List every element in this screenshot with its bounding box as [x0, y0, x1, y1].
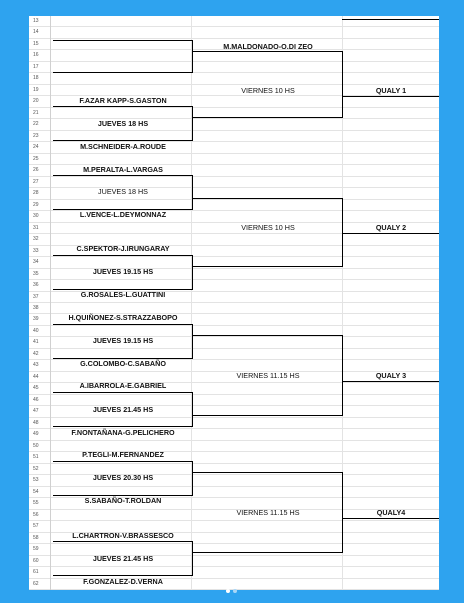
row-number: 24 — [29, 142, 51, 153]
bracket-line — [192, 552, 343, 553]
bracket-line — [53, 255, 193, 256]
pair-label: C.SPEKTOR-J.IRUNGARAY — [76, 244, 170, 253]
bracket-line — [53, 358, 193, 359]
row-number: 18 — [29, 73, 51, 84]
bracket-spreadsheet — [29, 16, 439, 590]
row-number: 31 — [29, 223, 51, 234]
row-number: 30 — [29, 211, 51, 222]
bracket-line — [192, 415, 343, 416]
row-number: 54 — [29, 487, 51, 498]
carousel-dot[interactable] — [233, 589, 237, 593]
pair-label: F.AZAR KAPP-S.GASTON — [79, 96, 167, 105]
row-number: 22 — [29, 119, 51, 130]
row-number: 41 — [29, 337, 51, 348]
row-number: 38 — [29, 303, 51, 314]
bracket-line — [342, 472, 343, 552]
row-number: 27 — [29, 177, 51, 188]
row-number: 51 — [29, 452, 51, 463]
bracket-line — [192, 335, 343, 336]
pair-label: H.QUIÑONEZ-S.STRAZZABOPO — [68, 313, 178, 322]
row-number: 48 — [29, 418, 51, 429]
qualy-label: QUALY 2 — [375, 223, 407, 232]
bracket-line — [342, 96, 439, 97]
row-number: 13 — [29, 16, 51, 27]
pair-label: S.SABAÑO-T.ROLDAN — [84, 496, 162, 505]
row-number: 53 — [29, 475, 51, 486]
row-number: 58 — [29, 533, 51, 544]
row-number: 39 — [29, 314, 51, 325]
bracket-line — [53, 541, 193, 542]
pair-label: A.IBARROLA-E.GABRIEL — [79, 381, 167, 390]
bracket-line — [53, 106, 193, 107]
row-number: 43 — [29, 360, 51, 371]
pair-label: M.MALDONADO-O.DI ZEO — [223, 42, 313, 51]
bracket-line — [53, 495, 193, 496]
row-number: 21 — [29, 108, 51, 119]
bracket-line — [53, 426, 193, 427]
row-number: 52 — [29, 464, 51, 475]
row-number: 25 — [29, 154, 51, 165]
row-number: 45 — [29, 383, 51, 394]
match-time: JUEVES 19.15 HS — [92, 267, 154, 276]
bracket-line — [342, 51, 343, 117]
pair-label: M.SCHNEIDER-A.ROUDE — [80, 142, 166, 151]
pair-label: P.TEGLI-M.FERNANDEZ — [82, 450, 164, 459]
bracket-line — [53, 140, 193, 141]
row-number: 47 — [29, 406, 51, 417]
match-time: VIERNES 11.15 HS — [236, 371, 300, 380]
row-number: 32 — [29, 234, 51, 245]
bracket-line — [342, 233, 439, 234]
pair-label: M.PERALTA-L.VARGAS — [83, 165, 163, 174]
match-time: VIERNES 10 HS — [241, 86, 295, 95]
match-time: JUEVES 19.15 HS — [92, 336, 154, 345]
sheet-row — [29, 73, 439, 84]
bracket-line — [342, 198, 343, 266]
bracket-line — [53, 209, 193, 210]
bracket-line — [342, 518, 439, 519]
bracket-line — [192, 472, 343, 473]
bracket-line — [192, 392, 193, 426]
row-number: 42 — [29, 349, 51, 360]
row-number: 16 — [29, 50, 51, 61]
match-time: JUEVES 21.45 HS — [92, 405, 154, 414]
row-number: 15 — [29, 39, 51, 50]
row-number: 19 — [29, 85, 51, 96]
row-number: 37 — [29, 292, 51, 303]
bracket-line — [53, 324, 193, 325]
row-number: 29 — [29, 200, 51, 211]
row-number: 23 — [29, 131, 51, 142]
qualy-label: QUALY 3 — [375, 371, 407, 380]
row-number: 14 — [29, 27, 51, 38]
pair-label: G.COLOMBO-C.SABAÑO — [80, 359, 166, 368]
bracket-line — [342, 381, 439, 382]
row-number: 44 — [29, 372, 51, 383]
row-number: 35 — [29, 269, 51, 280]
bracket-line — [192, 198, 343, 199]
sheet-row — [29, 154, 439, 165]
bracket-line — [342, 19, 439, 20]
pair-label: F.NONTAÑANA-G.PELICHERO — [71, 428, 175, 437]
bracket-line — [192, 40, 193, 72]
match-time: JUEVES 18 HS — [97, 119, 149, 128]
bracket-line — [192, 255, 193, 289]
row-number: 40 — [29, 326, 51, 337]
bracket-line — [53, 72, 193, 73]
row-number: 33 — [29, 246, 51, 257]
row-number: 49 — [29, 429, 51, 440]
bracket-line — [342, 335, 343, 415]
match-time: JUEVES 21.45 HS — [92, 554, 154, 563]
pair-label: L.VENCE-L.DEYMONNAZ — [79, 210, 167, 219]
row-number: 55 — [29, 498, 51, 509]
bracket-line — [192, 266, 343, 267]
bracket-line — [192, 51, 343, 52]
carousel-dot-active[interactable] — [226, 589, 230, 593]
row-number: 61 — [29, 567, 51, 578]
bracket-line — [53, 461, 193, 462]
bracket-line — [53, 289, 193, 290]
match-time: VIERNES 11.15 HS — [236, 508, 300, 517]
pair-label: L.CHARTRON-V.BRASSESCO — [72, 531, 174, 540]
match-time: JUEVES 18 HS — [98, 187, 148, 196]
bracket-line — [53, 40, 193, 41]
row-number: 62 — [29, 579, 51, 590]
qualy-label: QUALY 1 — [375, 86, 407, 95]
bracket-line — [53, 175, 193, 176]
match-time: VIERNES 10 HS — [241, 223, 295, 232]
bracket-line — [192, 175, 193, 209]
bracket-line — [192, 461, 193, 495]
row-number: 56 — [29, 510, 51, 521]
pair-label: F.GONZALEZ-D.VERNA — [83, 577, 163, 586]
row-number: 57 — [29, 521, 51, 532]
bracket-line — [53, 575, 193, 576]
sheet-row — [29, 50, 439, 61]
bracket-line — [192, 106, 193, 140]
row-number: 46 — [29, 395, 51, 406]
sheet-row — [29, 16, 439, 27]
row-number: 28 — [29, 188, 51, 199]
row-number: 17 — [29, 62, 51, 73]
bracket-line — [192, 541, 193, 575]
qualy-label: QUALY4 — [376, 508, 406, 517]
row-number: 34 — [29, 257, 51, 268]
pair-label: G.ROSALES-L.GUATTINI — [80, 290, 166, 299]
row-number: 20 — [29, 96, 51, 107]
match-time: JUEVES 20.30 HS — [92, 473, 154, 482]
bracket-line — [53, 392, 193, 393]
row-number: 59 — [29, 544, 51, 555]
row-number: 50 — [29, 441, 51, 452]
bracket-line — [192, 324, 193, 358]
bracket-line — [192, 117, 343, 118]
row-number: 60 — [29, 556, 51, 567]
row-number: 36 — [29, 280, 51, 291]
sheet-row — [29, 27, 439, 38]
row-number: 26 — [29, 165, 51, 176]
